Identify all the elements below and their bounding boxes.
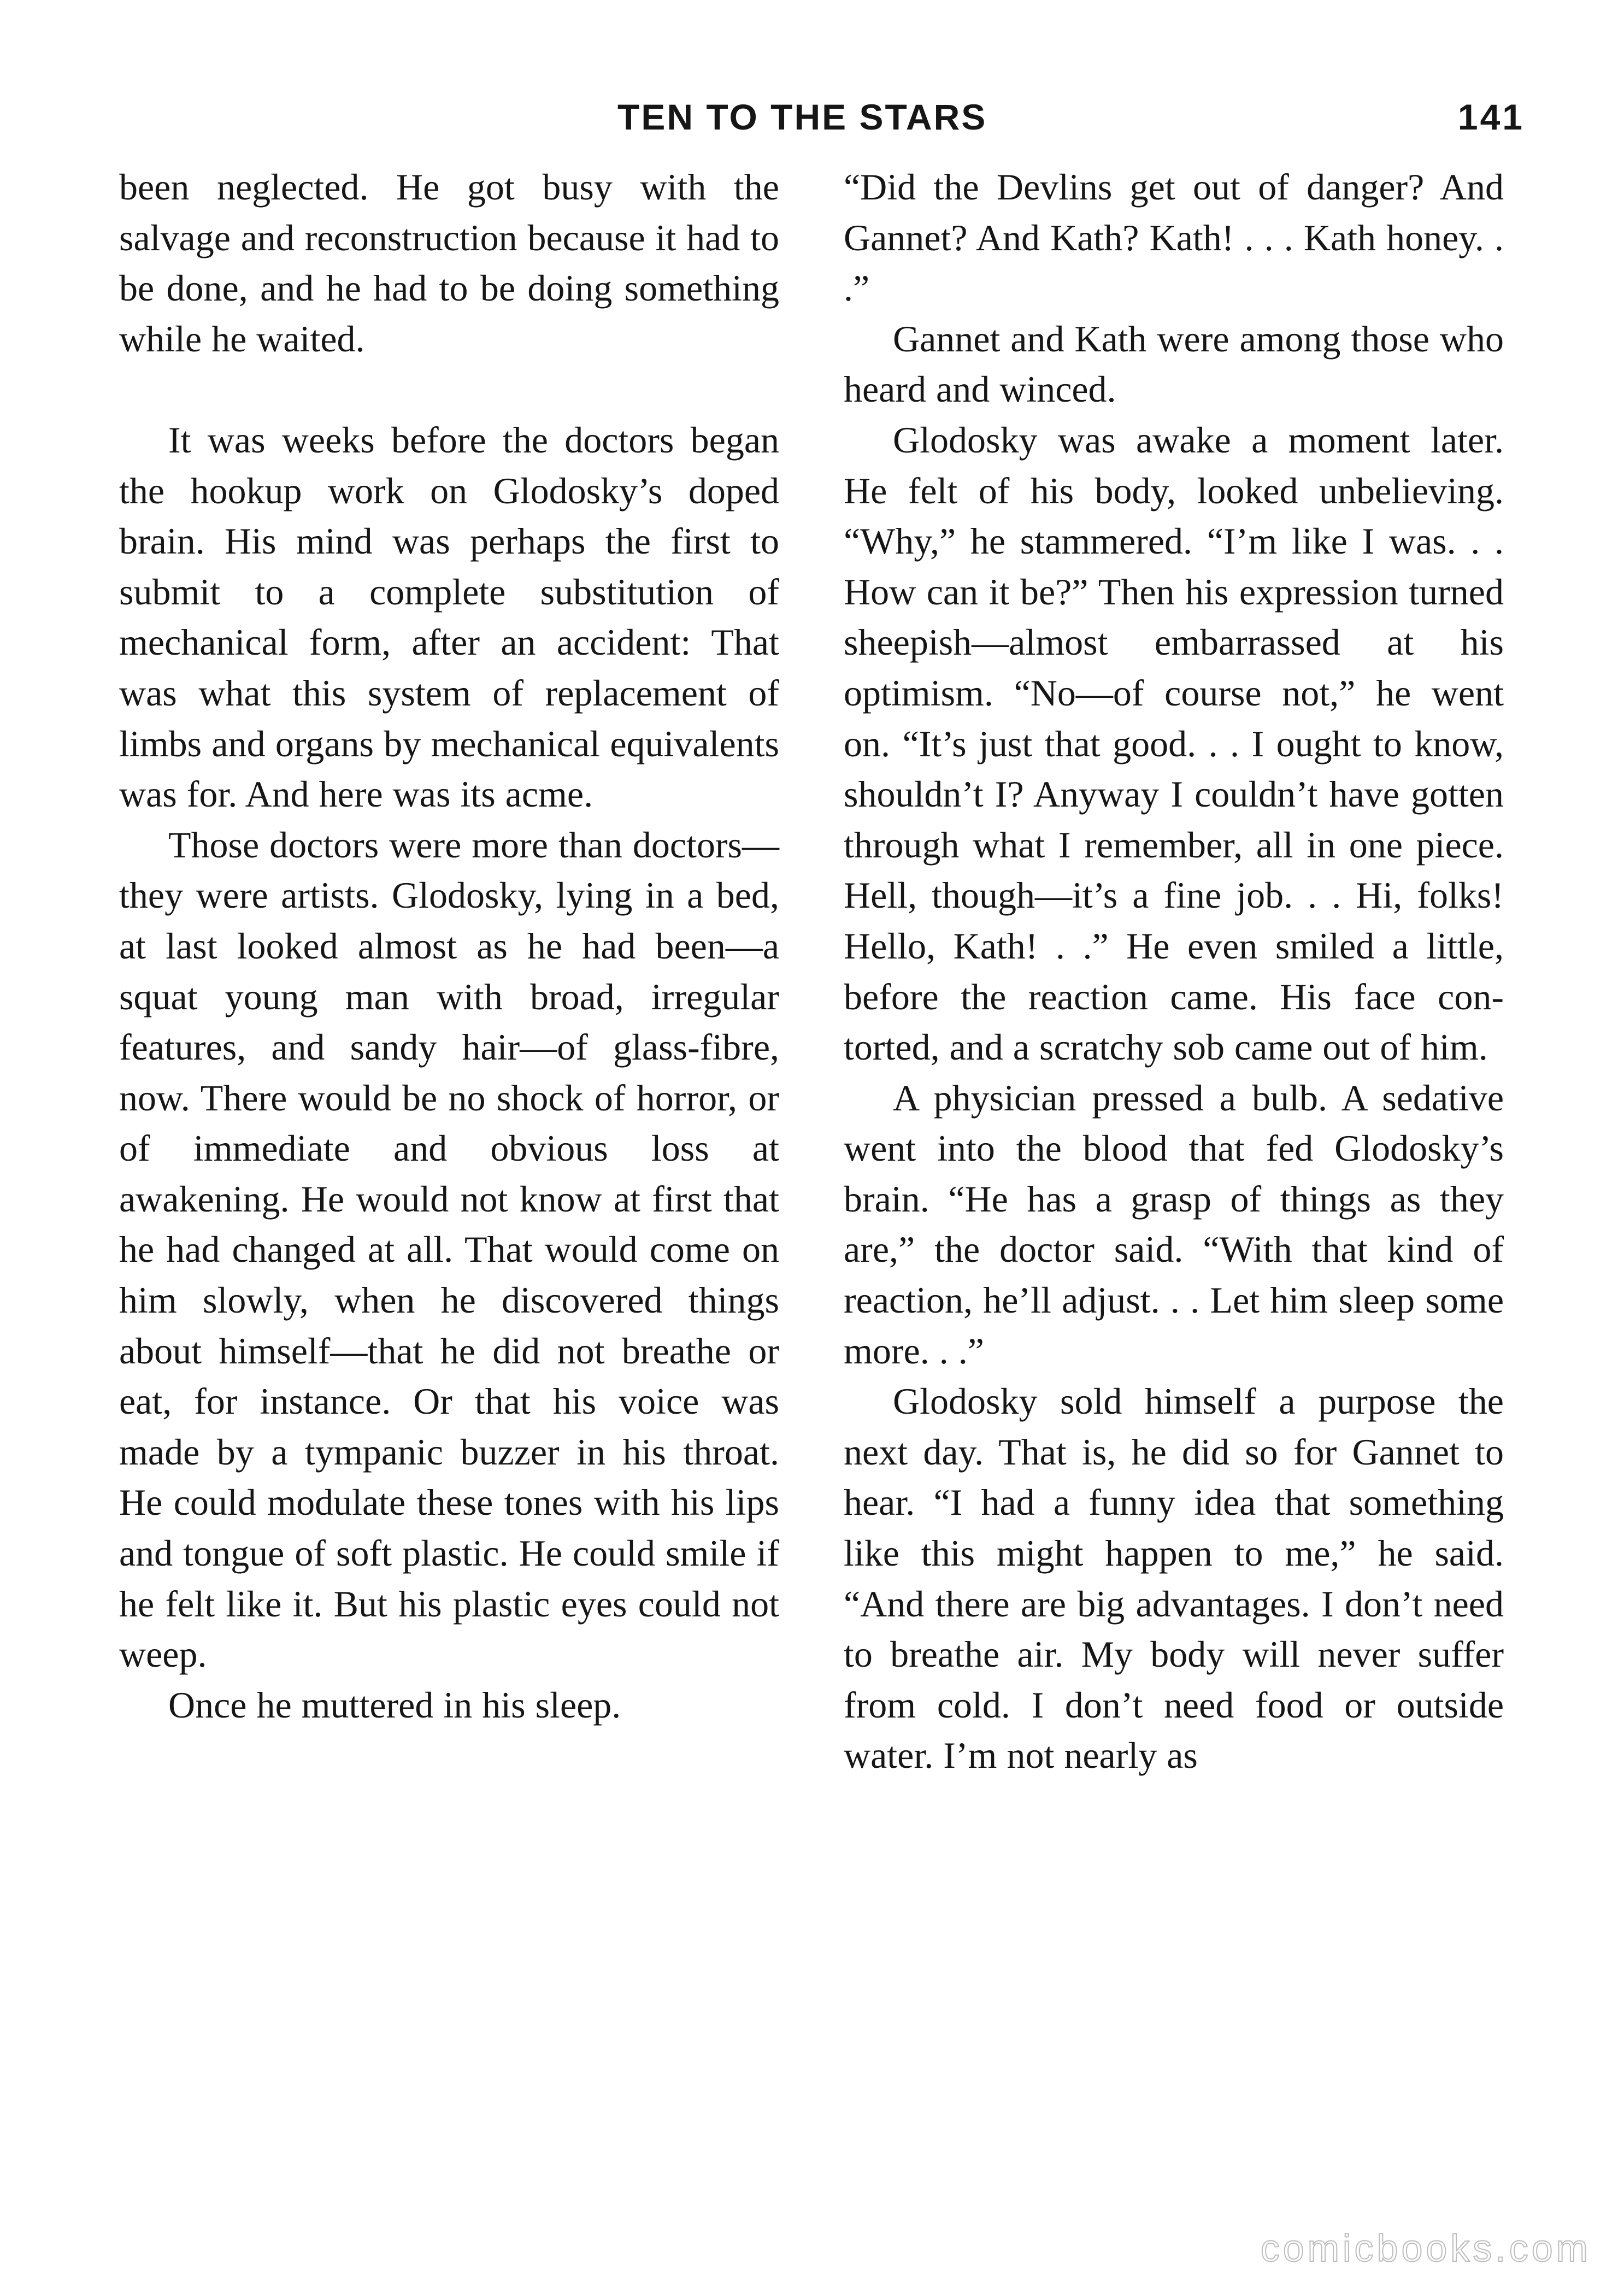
section-break	[119, 364, 779, 415]
running-title: TEN TO THE STARS	[617, 97, 987, 137]
right-column	[844, 162, 1504, 1781]
paragraph: A physician pressed a bulb. A sedative went into the blood that fed Glodosky’s brain. “He has a grasp of things as they are,” the doctor said. “With that kind of reaction, he’ll adjust. . . Let him sleep some more. . .”	[844, 1077, 1504, 1372]
paragraph: It was weeks before the doctors began the hookup work on Glodosky’s doped brain. His mind was perhaps the first to submit to a complete substitution of mechanical form, after an accident: That was what this system of replacement of limbs and organs by mechanical equivalents was for. And here was its acme.	[119, 419, 779, 815]
paragraph: been neglected. He got busy with the salvage and reconstruction because it had to be done, and he had to be doing something while he waited.	[119, 166, 779, 360]
page-header	[617, 96, 1525, 162]
paragraph: Glodosky sold himself a purpose the next day. That is, he did so for Gannet to hear. “I had a funny idea that something like this might happen to me,” he said. “And there are big advantages. I don’t need to breathe air. My body will never suffer from cold. I don’t need food or outside water. I’m not nearly as	[844, 1380, 1504, 1777]
paragraph: Those doctors were more than doctors—they were artists. Glodosky, lying in a bed, at last looked almost as he had been—a squat young man with broad, irregular features, and sandy hair—of glass-fibre, now. There would be no shock of horror, or of immediate and obvious loss at awakening. He would not know at first that he had changed at all. That would come on him slowly, when he discovered things about himself—that he did not breathe or eat, for instance. Or that his voice was made by a tympanic buzzer in his throat. He could modulate these tones with his lips and tongue of soft plastic. He could smile if he felt like it. But his plastic eyes could not weep.	[119, 824, 779, 1675]
paragraph: Glodosky was awake a moment later. He felt of his body, looked unbelieving. “Why,” he stammered. “I’m like I was. . . How can it be?” Then his expression turned sheepish—almost embarrassed at his optimism. “No—of course not,” he went on. “It’s just that good. . . I ought to know, shouldn’t I? Anyway I couldn’t have gotten through what I remember, all in one piece. Hell, though—it’s a fine job. . . Hi, folks! Hello, Kath! . .” He even smiled a little, before the reaction came. His face contorted, and a scratchy sob came out of him.	[844, 419, 1504, 1068]
paragraph: “Did the Devlins get out of danger? And Gannet? And Kath? Kath! . . . Kath honey. . .”	[844, 166, 1504, 309]
page-number: 141	[1457, 97, 1525, 137]
watermark: comicbooks.com	[1260, 2227, 1591, 2269]
paragraph: Once he muttered in his sleep.	[168, 1684, 621, 1726]
paragraph: Gannet and Kath were among those who heard and winced.	[844, 317, 1504, 410]
left-column	[119, 162, 779, 1730]
